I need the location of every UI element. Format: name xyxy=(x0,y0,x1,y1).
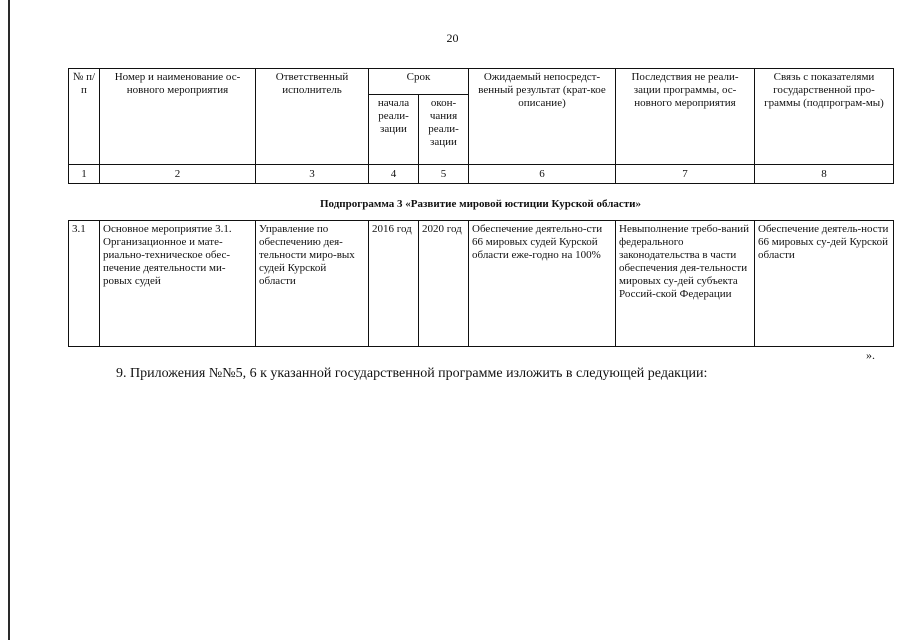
column-number: 4 xyxy=(369,165,419,184)
row-result: Обеспечение деятельно-сти 66 мировых судей Курской области еже-годно на 100% xyxy=(469,221,616,347)
header-term: Срок xyxy=(369,69,469,95)
body-paragraph: 9. Приложения №№5, 6 к указанной государственной программе изложить в следующей редакции: xyxy=(116,366,708,381)
row-name: Основное мероприятие 3.1. Организационное и мате-риально-техническое обес-печение деятельности ми-ровых судей xyxy=(100,221,256,347)
page-edge-line xyxy=(8,0,10,640)
header-name: Номер и наименование ос-новного мероприятия xyxy=(100,69,256,165)
column-number: 8 xyxy=(755,165,894,184)
row-start: 2016 год xyxy=(369,221,419,347)
header-num: № п/п xyxy=(69,69,100,165)
column-number: 2 xyxy=(100,165,256,184)
header-result: Ожидаемый непосредст-венный результат (крат-кое описание) xyxy=(469,69,616,165)
row-executor: Управление по обеспечению дея-тельности миро-вых судей Курской области xyxy=(256,221,369,347)
header-executor: Ответственный исполнитель xyxy=(256,69,369,165)
column-number: 7 xyxy=(616,165,755,184)
row-consequences: Невыполнение требо-ваний федерального законодательства в части обеспечения дея-тельности мировых су-дей субъекта Россий-ской Федерации xyxy=(616,221,755,347)
column-number: 1 xyxy=(69,165,100,184)
row-link: Обеспечение деятель-ности 66 мировых су-дей Курской области xyxy=(755,221,894,347)
row-num: 3.1 xyxy=(69,221,100,347)
subprogram-title: Подпрограмма 3 «Развитие мировой юстиции Курской области» xyxy=(320,198,641,210)
row-end: 2020 год xyxy=(419,221,469,347)
page-number: 20 xyxy=(446,31,459,45)
header-term-start: начала реали-зации xyxy=(369,95,419,165)
header-consequences: Последствия не реали-зации программы, ос-новного мероприятия xyxy=(616,69,755,165)
column-number: 3 xyxy=(256,165,369,184)
closing-quote: ». xyxy=(866,348,875,362)
header-term-end: окон-чания реали-зации xyxy=(419,95,469,165)
header-link: Связь с показателями государственной про-граммы (подпрограм-мы) xyxy=(755,69,894,165)
column-number: 5 xyxy=(419,165,469,184)
table-row xyxy=(69,221,894,347)
column-number: 6 xyxy=(469,165,616,184)
table-header xyxy=(68,68,894,184)
table-body xyxy=(68,220,894,347)
